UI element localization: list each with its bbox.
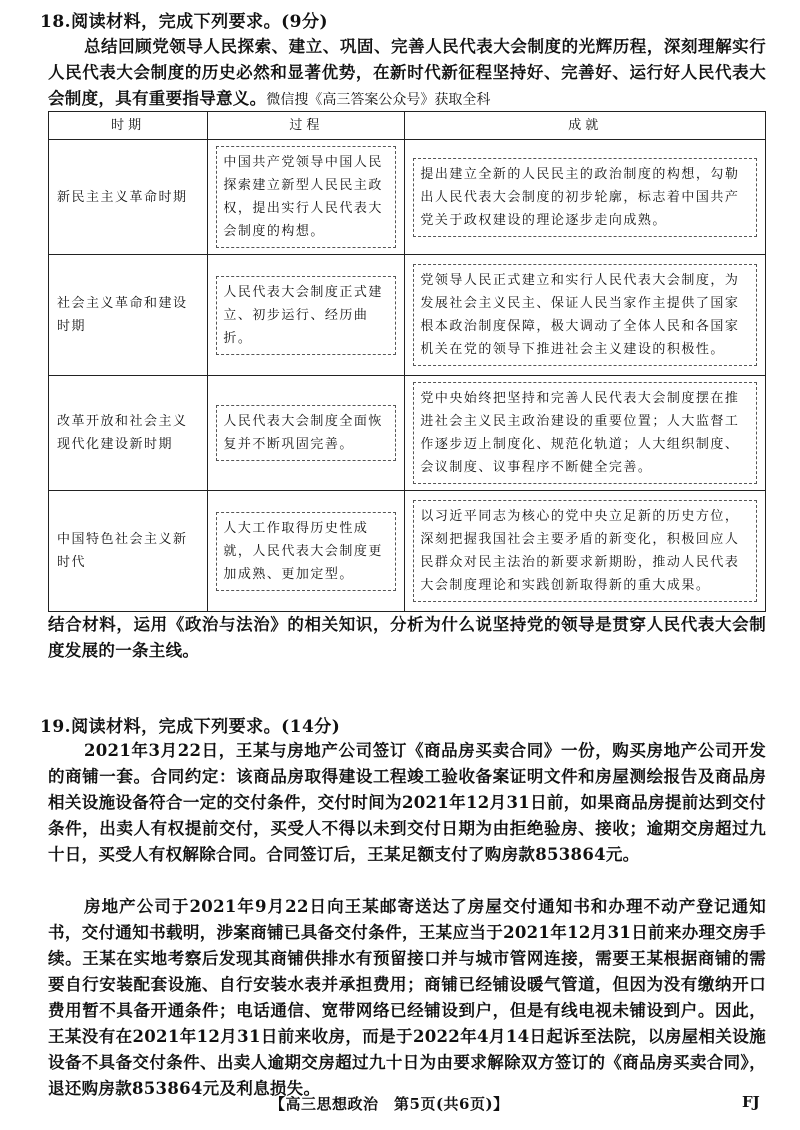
table-row [49,491,766,612]
process-cell [208,255,405,376]
history-table [48,111,766,612]
footer-code: FJ [742,1093,760,1111]
achievement-cell [405,491,766,612]
table-row [49,255,766,376]
process-cell [208,491,405,612]
process-box: 人民代表大会制度正式建立、初步运行、经历曲折。 [216,276,396,355]
achievement-cell [405,376,766,491]
header-process: 过程 [208,112,405,140]
process-box: 中国共产党领导中国人民探索建立新型人民民主政权，提出实行人民代表大会制度的构想。 [216,146,396,248]
table-row [49,140,766,255]
achievement-box: 党中央始终把坚持和完善人民代表大会制度摆在推进社会主义民主政治建设的重要位置；人大监督工作逐步迈上制度化、规范化轨道；人大组织制度、会议制度、议事程序不断健全完善。 [413,382,757,484]
process-cell [208,376,405,491]
header-period: 时期 [49,112,208,140]
process-box: 人民代表大会制度全面恢复并不断巩固完善。 [216,405,396,461]
table-header-row [49,112,766,140]
achievement-box: 党领导人民正式建立和实行人民代表大会制度，为发展社会主义民主、保证人民当家作主提供了国家根本政治制度保障，极大调动了全体人民和各国家机关在党的领导下推进社会主义建设的积极性。 [413,264,757,366]
q19-heading: 19.阅读材料，完成下列要求。(14分) [40,717,341,737]
header-achievement: 成就 [405,112,766,140]
table-row [49,376,766,491]
q18-intro [48,34,766,113]
period-cell: 社会主义革命和建设时期 [49,255,208,376]
period-cell: 中国特色社会主义新时代 [49,491,208,612]
period-cell: 新民主主义革命时期 [49,140,208,255]
q19-paragraph-1: 2021年3月22日，王某与房地产公司签订《商品房买卖合同》一份，购买房地产公司开发的商铺一套。合同约定：该商品房取得建设工程竣工验收备案证明文件和房屋测绘报告及商品房相关设施设备符合一定的交付条件，交付时间为2021年12月31日前，如果商品房提前达到交付条件，出卖人有权提前交付，买受人不得以未到交付日期为由拒绝验房、接收；逾期交房超过九十日，买受人有权解除合同。合同签订后，王某足额支付了购房款853864元。 [48,741,766,864]
achievement-box: 以习近平同志为核心的党中央立足新的历史方位，深刻把握我国社会主要矛盾的新变化，积极回应人民群众对民主法治的新要求新期盼，推动人民代表大会制度理论和实践创新取得新的重大成果。 [413,500,757,602]
q18-heading: 18.阅读材料，完成下列要求。(9分) [40,12,328,32]
q19-paragraph-2: 房地产公司于2021年9月22日向王某邮寄送达了房屋交付通知书和办理不动产登记通知书，交付通知书载明，涉案商铺已具备交付条件，王某应当于2021年12月31日前来办理交房手续。王某在实地考察后发现其商铺供排水有预留接口并与城市管网连接，需要王某根据商铺的需要自行安装配套设施、自行安装水表并承担费用；商铺已经铺设暖气管道，但因为没有缴纳开口费用暂不具备开通条件；电话通信、宽带网络已经铺设到户，但是有线电视未铺设到户。因此，王某没有在2021年12月31日前来收房，而是于2022年4月14日起诉至法院，以房屋相关设施设备不具备交付条件、出卖人逾期交房超过九十日为由要求解除双方签订的《商品房买卖合同》，退还购房款853864元及利息损失。 [48,897,766,1098]
achievement-cell [405,140,766,255]
watermark-note: 微信搜《高三答案公众号》获取全科 [266,92,491,108]
q18-question: 结合材料，运用《政治与法治》的相关知识，分析为什么说坚持党的领导是贯穿人民代表大会制度发展的一条主线。 [48,615,766,660]
footer-page-info: 【高三思想政治 第5页(共6页)】 [270,1095,509,1113]
process-box: 人大工作取得历史性成就，人民代表大会制度更加成熟、更加定型。 [216,512,396,591]
period-cell: 改革开放和社会主义现代化建设新时期 [49,376,208,491]
process-cell [208,140,405,255]
achievement-box: 提出建立全新的人民民主的政治制度的构想，勾勒出人民代表大会制度的初步轮廓，标志着中国共产党关于政权建设的理论逐步走向成熟。 [413,158,757,237]
achievement-cell [405,255,766,376]
q18-intro-text: 总结回顾党领导人民探索、建立、巩固、完善人民代表大会制度的光辉历程，深刻理解实行人民代表大会制度的历史必然和显著优势，在新时代新征程坚持好、完善好、运行好人民代表大会制度，具有重要指导意义。 [48,37,766,108]
